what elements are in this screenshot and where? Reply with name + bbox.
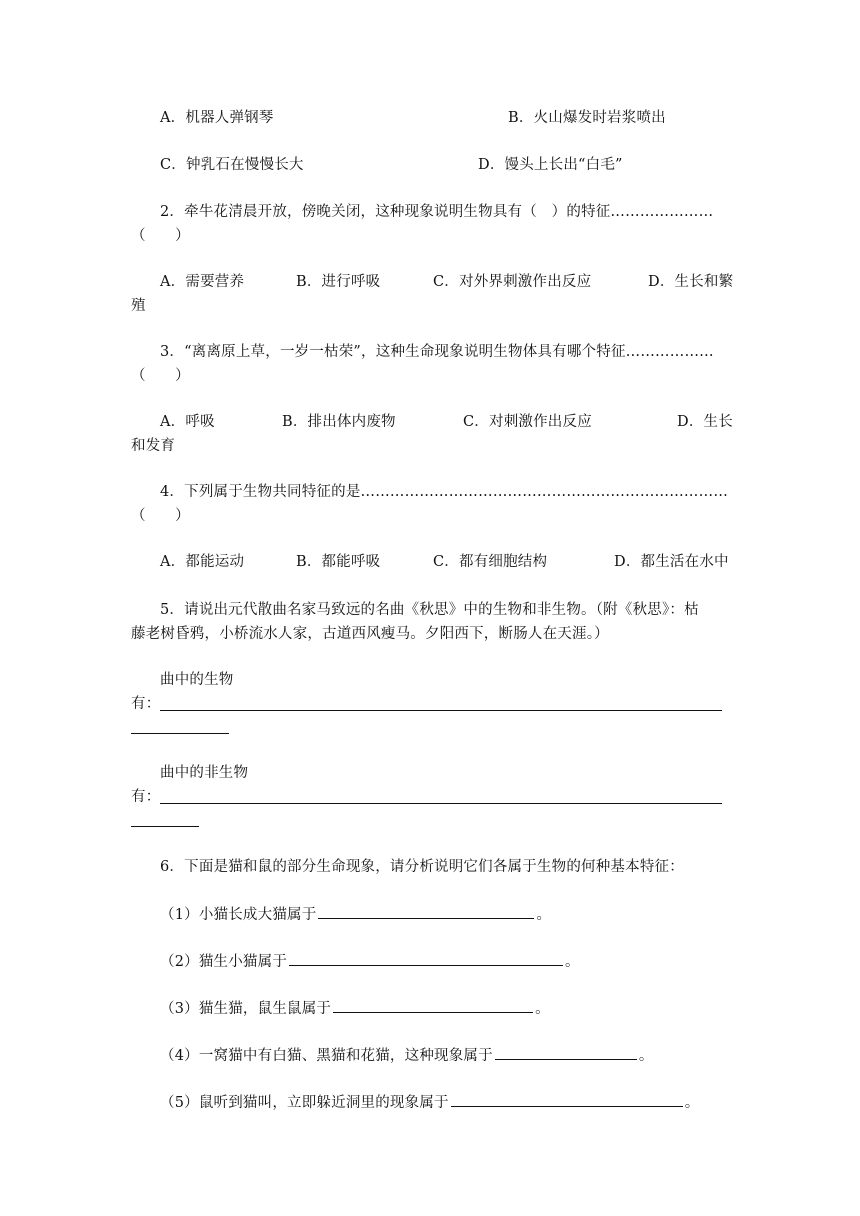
q6-item-5-text: （5）鼠听到猫叫，立即躲近洞里的现象属于 [160,1095,449,1111]
q6-item-2-end: 。 [565,954,580,970]
q6-item-3 [160,997,550,1019]
q6-item-4 [160,1044,654,1066]
q6-stem: 6．下面是猫和鼠的部分生命现象，请分析说明它们各属于生物的何种基本特征： [160,859,684,875]
q2-option-d: D．生长和繁 [648,274,734,290]
q3-answer-paren: （ ） [131,368,190,384]
q3-option-b: B．排出体内废物 [282,414,396,430]
q6-item-5-blank[interactable] [451,1091,683,1107]
q5-stem-line2: 藤老树昏鸦，小桥流水人家，古道西风瘦马。夕阳西下，断肠人在天涯。） [131,626,609,642]
q4-answer-paren: （ ） [131,508,190,524]
q5-living-answer-line[interactable] [160,710,722,711]
q4-stem: 4．下列属于生物共同特征的是………………………………………………………………… [160,484,729,500]
q2-option-b: B．进行呼吸 [296,274,381,290]
q4-option-d: D．都生活在水中 [614,554,729,570]
q6-item-3-text: （3）猫生猫，鼠生鼠属于 [160,1001,332,1017]
q3-option-d: D．生长 [677,414,733,430]
q5-nonliving-answer-line[interactable] [160,803,722,804]
q6-item-2-text: （2）猫生小猫属于 [160,954,288,970]
q3-option-a: A．呼吸 [160,414,215,430]
q6-item-4-blank[interactable] [495,1044,637,1060]
q6-item-3-end: 。 [535,1001,550,1017]
q5-nonliving-prefix: 有： [131,789,161,805]
q1-option-c: C．钟乳石在慢慢长大 [160,157,304,173]
q5-living-answer-line-cont[interactable] [131,733,229,734]
q6-item-4-end: 。 [638,1048,654,1064]
q2-option-a: A．需要营养 [160,274,245,290]
q6-item-1-end: 。 [536,907,552,923]
q5-living-prefix: 有： [131,696,161,712]
q5-stem-line1: 5．请说出元代散曲名家马致远的名曲《秋思》中的生物和非生物。（附《秋思》：枯 [160,602,699,618]
q5-nonliving-label: 曲中的非生物 [160,765,249,781]
q6-item-1-text: （1）小猫长成大猫属于 [160,907,317,923]
q4-option-c: C．都有细胞结构 [433,554,548,570]
q1-option-b: B．火山爆发时岩浆喷出 [508,110,666,126]
q6-item-4-text: （4）一窝猫中有白猫、黑猫和花猫，这种现象属于 [160,1048,493,1064]
q3-stem: 3．“离离原上草，一岁一枯荣”，这种生命现象说明生物体具有哪个特征……………… [160,344,714,360]
q2-option-c: C．对外界刺激作出反应 [433,274,592,290]
q1-option-d: D．馒头上长出“白毛” [478,157,623,173]
q4-option-b: B．都能呼吸 [296,554,381,570]
q5-living-label: 曲中的生物 [160,672,234,688]
q6-item-2 [160,950,580,972]
q6-item-1-blank[interactable] [318,903,534,919]
q3-option-d-continued: 和发育 [131,438,176,454]
q6-item-5 [160,1091,699,1113]
q2-option-d-continued: 殖 [131,298,146,314]
q6-item-3-blank[interactable] [333,997,533,1013]
q6-item-2-blank[interactable] [289,950,563,966]
q2-answer-paren: （ ） [131,228,190,244]
q2-stem: 2．牵牛花清晨开放，傍晚关闭，这种现象说明生物具有（ ）的特征………………… [160,204,714,220]
q5-nonliving-answer-line-cont[interactable] [131,826,199,827]
q4-option-a: A．都能运动 [160,554,245,570]
q1-option-a: A．机器人弹钢琴 [160,110,274,126]
q6-item-1 [160,903,551,925]
q6-item-5-end: 。 [684,1095,700,1111]
q3-option-c: C．对刺激作出反应 [463,414,592,430]
